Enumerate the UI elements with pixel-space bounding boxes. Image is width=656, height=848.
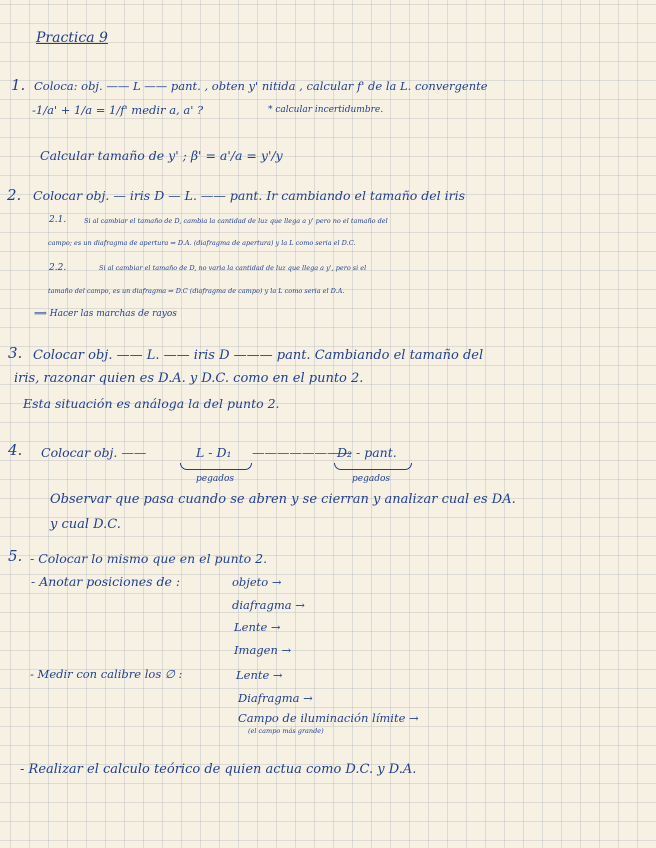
point-3-line-3: Esta situación es análoga la del punto 2. [23,396,280,411]
point-2-line-1: Colocar obj. — iris D — L. —— pant. Ir cambiando el tamaño del iris [33,188,466,203]
point-3-number: 3. [8,344,23,362]
point-4-right: D₂ - pant. [337,445,397,460]
point-4-line-3: y cual D.C. [50,517,121,532]
brace-2 [334,463,412,470]
point-3-line-1: Colocar obj. —— L. —— iris D ——— pant. Cambiando el tamaño del [33,348,484,363]
point-4-glued-1: pegados [196,474,235,484]
point-1-formula: -1/a' + 1/a = 1/f' medir a, a' ? [32,103,204,117]
point-2-2-number: 2.2. [49,263,67,273]
point-2-1-line-a: Si al cambiar el tamaño de D, cambia la cantidad de luz que llega a y' pero no el tamaño del [84,217,388,225]
point-4-left: Colocar obj. —— [41,445,147,460]
point-1-number: 1. [11,76,26,94]
point-2-number: 2. [7,186,22,204]
point-2-1-number: 2.1. [49,215,67,225]
point-2-2-line-b: tamaño del campo, es un diafragma ⇒ D.C (diafragma de campo) y la L como seria el D.A. [48,287,345,295]
diameter-note: (el campo más grande) [248,727,324,735]
point-5-line-4: - Realizar el calculo teórico de quien actua como D.C. y D.A. [20,762,417,777]
point-5-line-2: - Anotar posiciones de : [31,574,181,589]
diameter-item: Campo de iluminación límite → [238,711,419,725]
point-4-glued-2: pegados [352,474,391,484]
point-4-number: 4. [8,441,23,459]
point-2-1-line-b: campo; es un diafragma de apertura ⇒ D.A. (diafragma de apertura) y la L como seria el D.C. [48,239,356,247]
point-4-middle: ———————— [252,445,352,460]
point-1-line-1: Coloca: obj. —— L —— pant. , obten y' nitida , calcular f' de la L. convergente [34,79,488,93]
point-1-line-3: Calcular tamaño de y' ; β' = a'/a = y'/y [40,148,283,163]
position-item: objeto → [232,575,282,589]
point-4-line-2: Observar que pasa cuando se abren y se cierran y analizar cual es DA. [50,492,516,507]
diameter-item: Diafragma → [238,691,313,705]
point-5-line-3: - Medir con calibre los ∅ : [30,667,183,681]
point-2-2-line-a: Si al cambiar el tamaño de D, no varia la cantidad de luz que llega a y', pero si el [99,264,367,272]
position-item: Imagen → [234,643,292,657]
point-4-lens-diaphragm: L - D₁ [196,445,232,460]
diameter-item: Lente → [236,668,283,682]
page-title: Practica 9 [36,30,108,46]
position-item: Lente → [234,620,281,634]
point-2-arrow-note: ⟹ Hacer las marchas de rayos [34,309,177,319]
point-5-line-1: - Colocar lo mismo que en el punto 2. [30,551,268,566]
point-3-line-2: iris, razonar quien es D.A. y D.C. como en el punto 2. [14,371,364,386]
brace-1 [180,463,252,470]
point-5-number: 5. [8,547,23,565]
position-item: diafragma → [232,598,305,612]
point-1-note: * calcular incertidumbre. [268,105,384,115]
